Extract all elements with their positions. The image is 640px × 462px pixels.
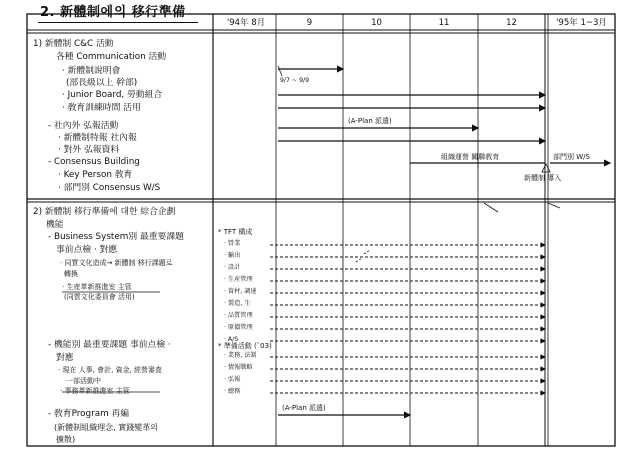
s2-item-11: - 敎育Program 再編 xyxy=(48,409,130,419)
label-dept-ws: 部門別 W/S xyxy=(553,153,590,161)
prep-item-3: · 總務 xyxy=(224,388,241,395)
s2-item-3: 轉換 xyxy=(64,270,78,278)
tft-dashed-bars xyxy=(270,245,545,341)
tft-item-5: · 製造, 生 xyxy=(224,300,251,307)
section2-heading2: 機能 xyxy=(46,220,64,230)
prep-item-0: · 業務, 法制 xyxy=(224,352,257,359)
tft-item-7: · 原價管理 xyxy=(224,324,253,331)
label-aplan-2: (A-Plan 派遣) xyxy=(282,404,326,412)
s2-item-6: - 機能別 最重要課題 事前点檢 · xyxy=(48,340,171,350)
month-sep: 9 xyxy=(306,18,313,28)
bar-briefing xyxy=(278,66,343,76)
s2-item-1: 事前点檢 · 對應 xyxy=(56,245,118,255)
label-org-ops: 組織運營 關聯敎育 xyxy=(441,153,500,161)
milestone-triangle xyxy=(542,164,550,172)
month-aug-94: '94年 8月 xyxy=(226,18,266,28)
tft-item-4: · 資材, 調達 xyxy=(224,288,257,295)
s2-item-2: · 同質文化造成→ 新體制 移行課題로 xyxy=(60,259,173,267)
tft-item-1: · 輸出 xyxy=(224,252,241,259)
prep-dashed-bars xyxy=(270,357,545,393)
tft-item-6: · 品質管理 xyxy=(224,312,253,319)
prep-heading: * 準備活動 (ˇ03) xyxy=(218,342,272,350)
s1-item-10: · 部門別 Consensus W/S xyxy=(58,183,161,193)
s2-item-10: · 事務革新推進室 主管 xyxy=(60,387,130,395)
prep-item-2: · 弘報 xyxy=(224,376,241,383)
s2-item-4: · 生産革新推進室 主管 xyxy=(62,283,132,291)
label-date-range: 9/7 ~ 9/9 xyxy=(280,77,310,84)
s2-item-0: - Business System別 最重要課題 xyxy=(48,232,184,242)
section1-heading: 1) 新體制 C&C 活動 xyxy=(33,39,114,49)
s1-item-3: · Junior Board, 勞動組合 xyxy=(62,90,163,100)
s1-item-0: 各種 Communication 活動 xyxy=(56,52,167,62)
label-new-intro: 新體制 導入 xyxy=(524,174,562,182)
s2-item-8: · 現在 人事, 會計, 資金, 經營審査 xyxy=(58,366,163,374)
section2-heading: 2) 新體制 移行準備에 대한 綜合企劃 xyxy=(33,207,176,217)
s2-item-13: 擴散) xyxy=(56,435,76,444)
month-oct: 10 xyxy=(371,18,382,28)
page-title: 2. 新體制에의 移行準備 xyxy=(40,5,186,20)
s1-item-8: - Consensus Building xyxy=(48,157,140,167)
s1-item-4: · 敎育訓練時間 活用 xyxy=(62,103,141,113)
month-jan-mar-95: '95年 1~3月 xyxy=(556,18,607,28)
tft-item-3: · 生産管理 xyxy=(224,276,253,283)
s2-item-12: (新體制組織理念, 實踐變革의 xyxy=(54,423,158,432)
s1-item-6: · 新體制特報 社內報 xyxy=(58,133,137,143)
tft-item-8: · A/S xyxy=(224,336,239,343)
s2-item-5: (同質文化委員會 活用) xyxy=(64,293,135,301)
month-dec: 12 xyxy=(506,18,517,28)
s1-item-5: - 社內外 弘報活動 xyxy=(48,121,119,131)
s1-item-9: · Key Person 敎育 xyxy=(58,170,133,180)
s1-item-7: · 對外 弘報資料 xyxy=(58,145,120,155)
s1-item-1: · 新體制說明會 xyxy=(62,66,121,76)
tft-item-2: · 設計 xyxy=(224,264,241,271)
month-nov: 11 xyxy=(438,18,450,28)
tft-item-0: · 營業 xyxy=(224,240,241,247)
s1-item-2: (部長級以上 幹部) xyxy=(66,78,138,88)
s2-item-7: 對應 xyxy=(56,353,74,363)
label-aplan-1: (A-Plan 派遣) xyxy=(348,117,392,125)
tft-heading: * TFT 構成 xyxy=(218,228,253,236)
s2-item-9: 一部活動中 xyxy=(66,377,101,385)
prep-item-1: · 情報戰略 xyxy=(224,364,253,371)
